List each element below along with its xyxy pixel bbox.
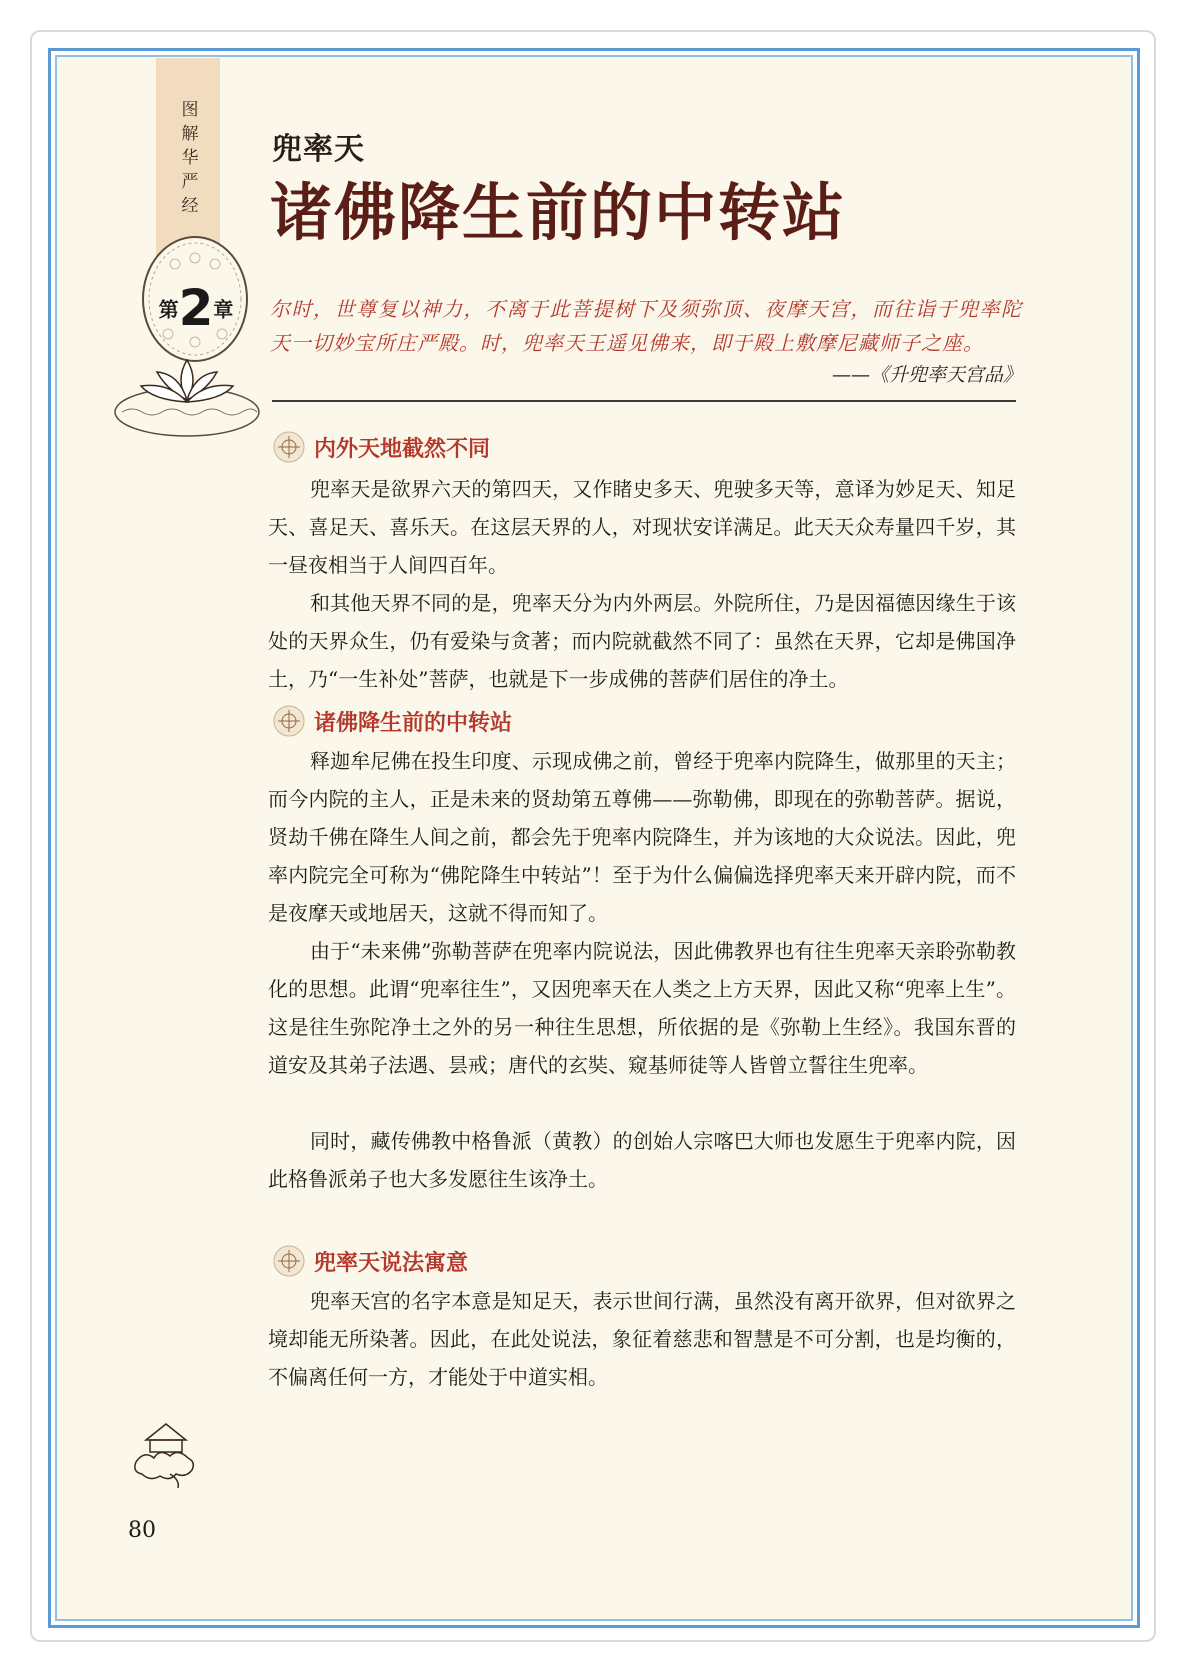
lotus-icon — [112, 350, 262, 440]
chapter-subtitle: 兜率天 — [272, 132, 365, 167]
page-number: 80 — [128, 1518, 156, 1543]
page-title: 诸佛降生前的中转站 — [270, 176, 847, 249]
paragraph: 释迦牟尼佛在投生印度、示现成佛之前，曾经于兜率内院降生，做那里的天主；而今内院的主人，正是未来的贤劫第五尊佛——弥勒佛，即现在的弥勒菩萨。据说，贤劫千佛在降生人间之前，都会先于兜率内院降生，并为该地的大众说法。因此，兜率内院完全可称为“佛陀降生中转站”！至于为什么偏偏选择兜率天来开辟内院，而不是夜摩天或地居天，这就不得而知了。 — [268, 749, 1016, 925]
dharma-wheel-icon — [272, 704, 306, 738]
quote-source: ——《升兜率天宫品》 — [831, 364, 1022, 386]
chapter-number: 2 — [178, 279, 214, 337]
cloud-ornament-icon — [126, 1410, 206, 1490]
paragraph: 兜率天是欲界六天的第四天，又作睹史多天、兜驶多天等，意译为妙足天、知足天、喜足天、喜乐天。在这层天界的人，对现状安详满足。此天天众寿量四千岁，其一昼夜相当于人间四百年。 — [268, 477, 1016, 577]
section-heading-text: 诸佛降生前的中转站 — [314, 710, 513, 736]
chapter-prefix: 第 — [158, 297, 179, 322]
section-heading-2 — [272, 704, 512, 738]
dharma-wheel-icon — [272, 1244, 306, 1278]
paragraph: 和其他天界不同的是，兜率天分为内外两层。外院所住，乃是因福德因缘生于该处的天界众生，仍有爱染与贪著；而内院就截然不同了：虽然在天界，它却是佛国净土，乃“一生补处”菩萨，也就是下一步成佛的菩萨们居住的净土。 — [268, 591, 1016, 691]
section-heading-text: 内外天地截然不同 — [314, 436, 491, 462]
section-heading-1 — [272, 430, 490, 464]
paragraph: 由于“未来佛”弥勒菩萨在兜率内院说法，因此佛教界也有往生兜率天亲聆弥勒教化的思想。此谓“兜率往生”，又因兜率天在人类之上方天界，因此又称“兜率上生”。这是往生弥陀净土之外的另一种往生思想，所依据的是《弥勒上生经》。我国东晋的道安及其弟子法遇、昙戒；唐代的玄奘、窥基师徒等人皆曾立誓往生兜率。 — [268, 939, 1016, 1077]
dharma-wheel-icon — [272, 430, 306, 464]
chapter-badge — [142, 279, 250, 337]
section-heading-text: 兜率天说法寓意 — [314, 1250, 469, 1276]
header-divider — [272, 400, 1016, 402]
section-heading-3 — [272, 1244, 468, 1278]
paragraph: 同时，藏传佛教中格鲁派（黄教）的创始人宗喀巴大师也发愿生于兜率内院，因此格鲁派弟子也大多发愿往生该净土。 — [268, 1129, 1016, 1191]
scripture-quote: 尔时，世尊复以神力，不离于此菩提树下及须弥顶、夜摩天宫，而往诣于兜率陀天一切妙宝所庄严殿。时，兜率天王遥见佛来，即于殿上敷摩尼藏师子之座。 — [270, 297, 1022, 355]
book-title-vertical: 图解华严经 — [181, 100, 199, 216]
chapter-suffix: 章 — [213, 297, 234, 322]
paragraph: 兜率天宫的名字本意是知足天，表示世间行满，虽然没有离开欲界，但对欲界之境却能无所染著。因此，在此处说法，象征着慈悲和智慧是不可分割，也是均衡的，不偏离任何一方，才能处于中道实相。 — [268, 1289, 1016, 1389]
